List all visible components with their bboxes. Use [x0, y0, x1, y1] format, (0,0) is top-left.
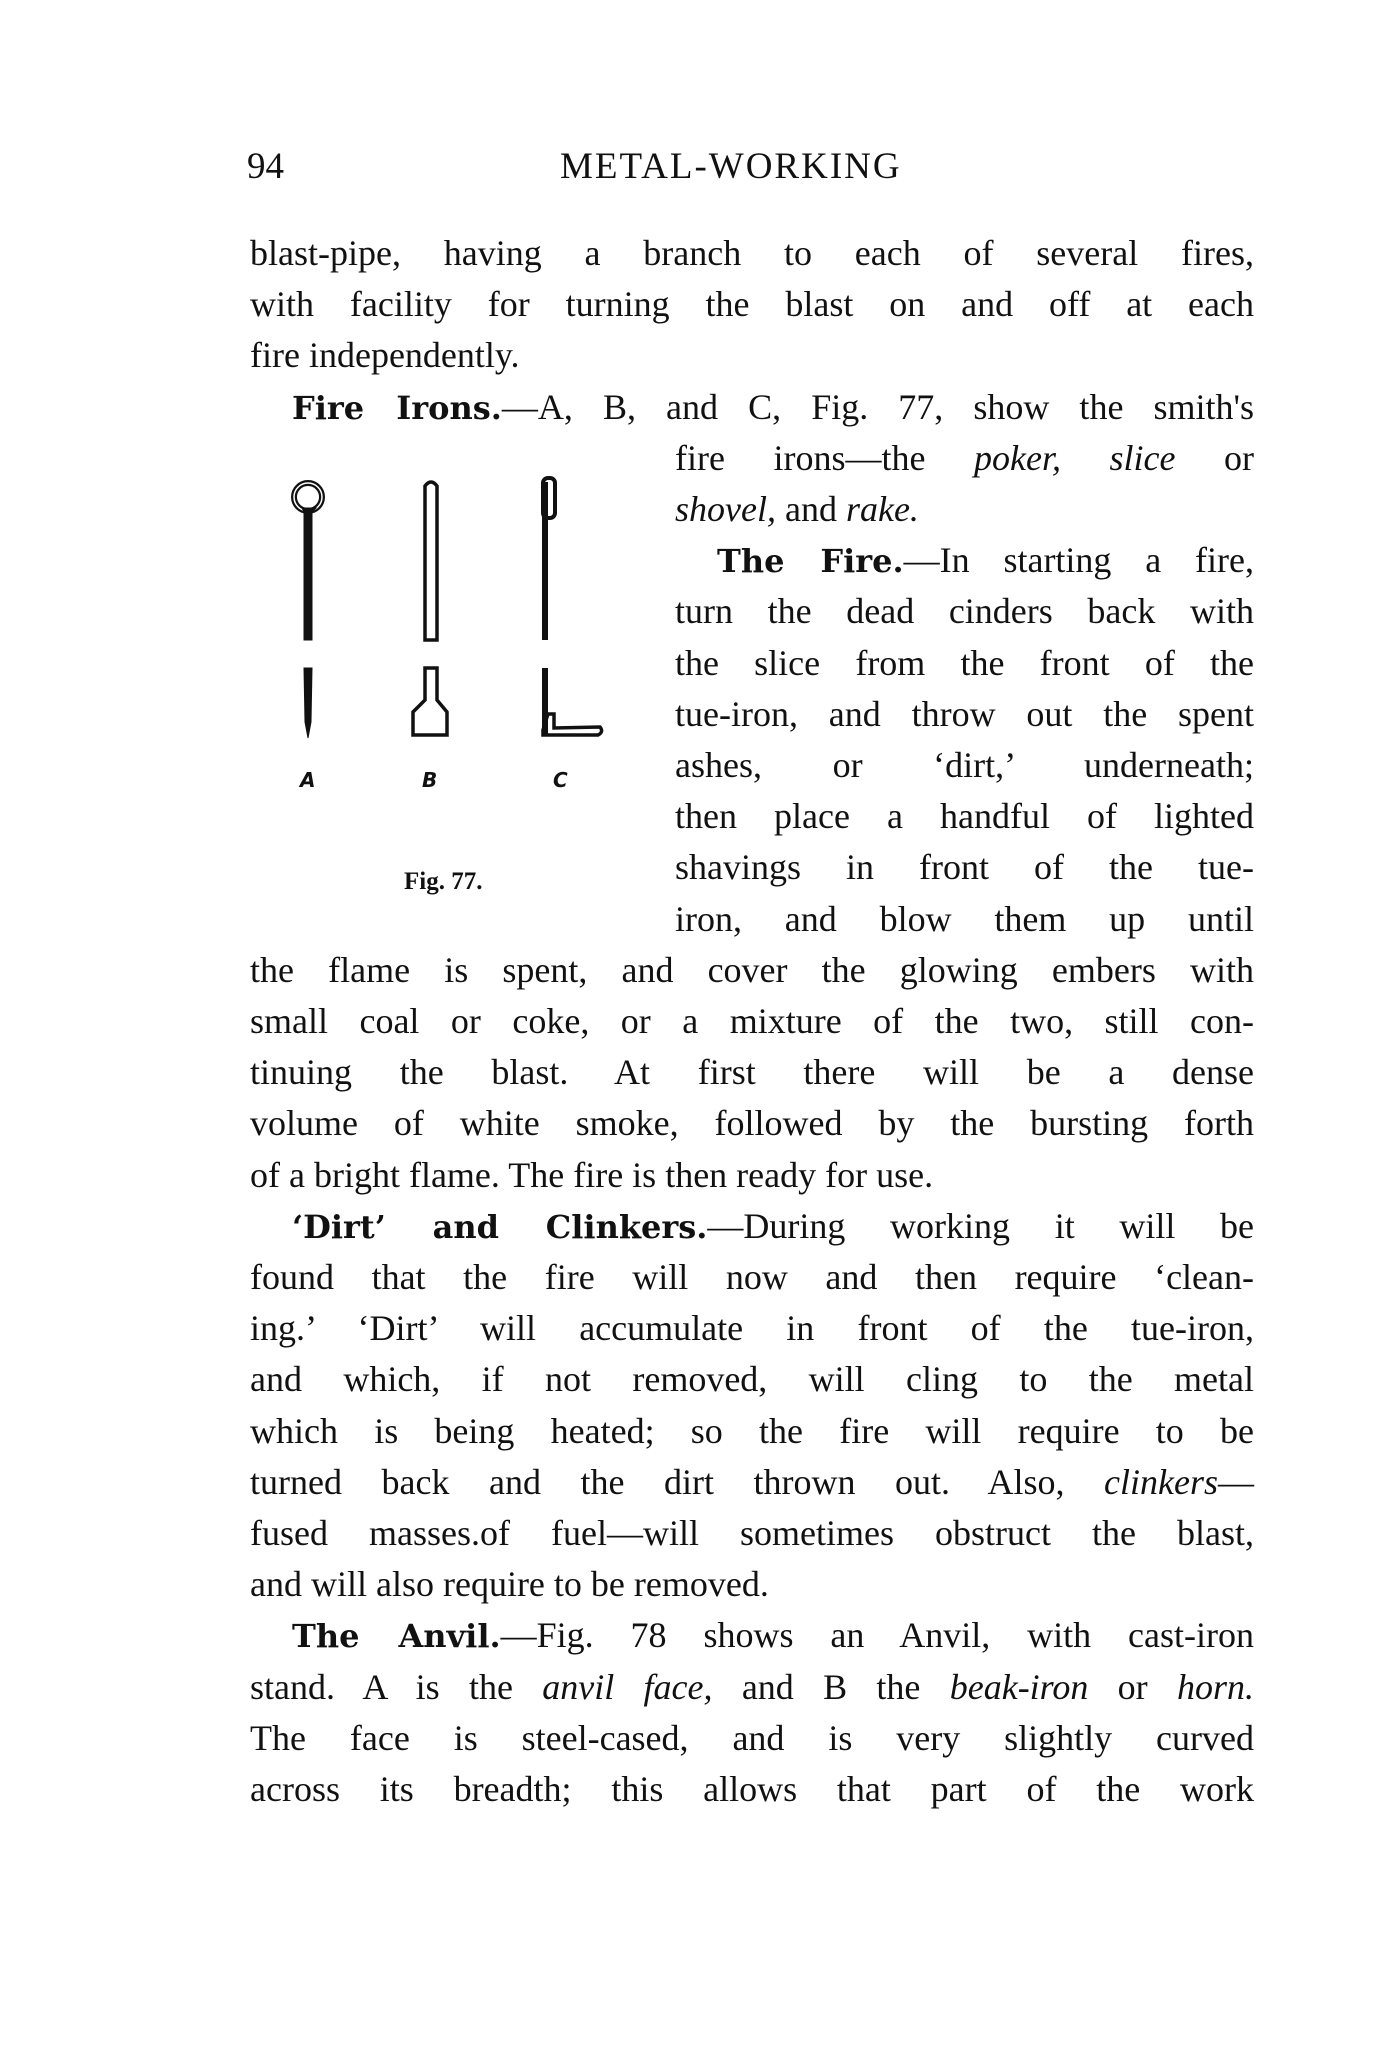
text-run: iron, and blow them up until — [675, 898, 1254, 939]
italic-term: anvil face, — [542, 1666, 713, 1707]
text-run: across its breadth; this allows that part of the work — [250, 1769, 1254, 1809]
figure-caption: Fig. 77. — [404, 868, 483, 895]
text-run: turn the dead cinders back with — [675, 591, 1254, 632]
text-run: and will also require to be removed. — [250, 1564, 769, 1605]
text-run: the slice from the front of the — [675, 642, 1254, 683]
text-run: or — [1175, 437, 1254, 478]
fig-label-b: B — [422, 768, 438, 792]
text-run: found that the fire will now and then require ‘clean- — [250, 1257, 1254, 1297]
text-run: which is being heated; so the fire will require to be — [250, 1410, 1254, 1451]
fig-label-a: A — [300, 768, 316, 792]
text-run: —During working it will be — [707, 1205, 1255, 1246]
italic-term: poker, — [973, 437, 1061, 478]
text-run: the flame is spent, and cover the glowing embers with — [250, 949, 1254, 990]
run-in-heading: ‘Dirt’ and Clinkers. — [292, 1207, 708, 1246]
text-run: or — [1088, 1666, 1177, 1707]
italic-term: beak-iron — [949, 1666, 1089, 1707]
text-run: stand. A is the — [250, 1666, 543, 1707]
page-number: 94 — [247, 146, 284, 187]
text-run: ing.’ ‘Dirt’ will accumulate in front of the tue-iron, — [250, 1308, 1254, 1349]
run-in-heading: The Fire. — [717, 542, 904, 581]
run-in-heading: Fire Irons. — [292, 388, 502, 427]
text-run: —Fig. 78 shows an Anvil, with cast-iron — [500, 1615, 1255, 1656]
text-run: with facility for turning the blast on and off at each — [250, 284, 1254, 325]
text-run: tinuing the blast. At first there will be a dense — [250, 1052, 1254, 1093]
poker-illustration — [294, 483, 322, 738]
text-run: fire irons—the — [675, 437, 974, 478]
text-run: turned back and the dirt thrown out. Also, — [250, 1461, 1105, 1502]
italic-term: clinkers — [1104, 1461, 1218, 1502]
text-run: — — [1218, 1461, 1254, 1502]
text-run: and B the — [712, 1666, 950, 1707]
text-run: blast-pipe, having a branch to each of several fires, — [250, 233, 1254, 273]
text-run: small coal or coke, or a mixture of the two, still con- — [250, 1001, 1254, 1041]
text-run: volume of white smoke, followed by the bursting forth — [250, 1103, 1254, 1144]
text-run: —A, B, and C, Fig. 77, show the smith's — [501, 386, 1254, 427]
text-run: of a bright flame. The fire is then ready for use. — [250, 1154, 934, 1195]
text-run: fire independently. — [250, 335, 520, 376]
italic-term: horn. — [1176, 1666, 1254, 1707]
text-run: and which, if not removed, will cling to the metal — [250, 1359, 1254, 1400]
text-run: shavings in front of the tue- — [675, 847, 1254, 888]
text-run: —In starting a fire, — [903, 540, 1255, 581]
fig-label-c: C — [553, 768, 568, 792]
running-title: METAL-WORKING — [560, 146, 902, 187]
slice-illustration — [413, 482, 447, 735]
rake-illustration — [542, 478, 602, 735]
italic-term: slice — [1109, 437, 1176, 478]
italic-term: rake. — [845, 489, 919, 529]
text-run: ashes, or ‘dirt,’ underneath; — [675, 745, 1254, 785]
text-run: The face is steel-cased, and is very slightly curved — [250, 1717, 1254, 1758]
italic-term: shovel, — [675, 489, 776, 529]
text-run: and — [775, 489, 846, 529]
run-in-heading: The Anvil. — [292, 1617, 501, 1656]
text-run: tue-iron, and throw out the spent — [675, 693, 1254, 734]
text-run: then place a handful of lighted — [675, 796, 1254, 837]
text-run: fused masses.of fuel—will sometimes obstruct the blast, — [250, 1513, 1254, 1553]
